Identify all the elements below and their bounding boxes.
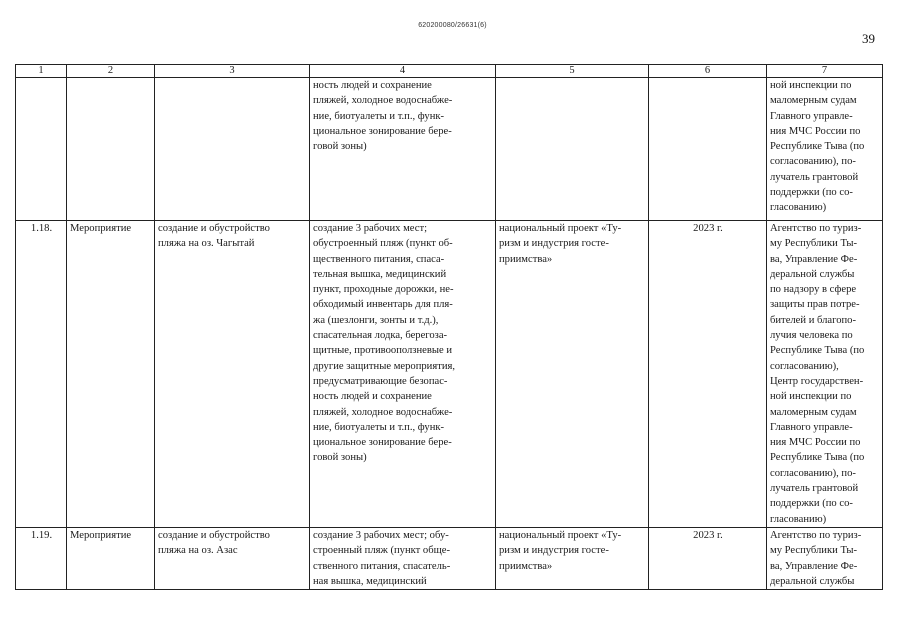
column-number: 5 — [496, 65, 649, 78]
row-year: 2023 г. — [649, 527, 767, 589]
row-source: национальный проект «Ту- ризм и индустрия госте- приимства» — [496, 221, 649, 528]
column-number: 3 — [155, 65, 310, 78]
row-source: национальный проект «Ту- ризм и индустрия госте- приимства» — [496, 527, 649, 589]
row-responsible: ной инспекции по маломерным судам Главного управле- ния МЧС России по Республике Тыва (по согласованию), по- лучатель грантовой поддержки (по со- гласованию) — [767, 78, 883, 221]
row-number: 1.18. — [16, 221, 67, 528]
row-result: ность людей и сохранение пляжей, холодное водоснабже- ние, биотуалеты и т.п., функ- циональное зонирование бере- говой зоны) — [310, 78, 496, 221]
column-number: 6 — [649, 65, 767, 78]
row-source — [496, 78, 649, 221]
column-number: 1 — [16, 65, 67, 78]
row-number — [16, 78, 67, 221]
table-row — [16, 221, 883, 528]
row-name — [155, 78, 310, 221]
row-result: создание 3 рабочих мест; обустроенный пляж (пункт об- щественного питания, спаса- тельная вышка, медицинский пункт, проходные дорожки, не- обходимый инвентарь для пля- жа (шезлонги, зонты и т.д.), спасательная лодка, берегоза- щитные, противооползневые и другие защитные мероприятия, предусматривающие безопас- ность людей и сохранение пляжей, холодное водоснабже- ние, биотуалеты и т.п., функ- циональное зонирование бере- говой зоны) — [310, 221, 496, 528]
row-name: создание и обустройство пляжа на оз. Азас — [155, 527, 310, 589]
page-number: 39 — [862, 31, 875, 46]
row-type — [67, 78, 155, 221]
row-type: Мероприятие — [67, 221, 155, 528]
row-type: Мероприятие — [67, 527, 155, 589]
row-name: создание и обустройство пляжа на оз. Чагытай — [155, 221, 310, 528]
row-result: создание 3 рабочих мест; обу- строенный пляж (пункт обще- ственного питания, спасатель- ная вышка, медицинский — [310, 527, 496, 589]
column-number: 7 — [767, 65, 883, 78]
column-number-row — [16, 65, 883, 78]
table-row — [16, 527, 883, 589]
table-row — [16, 78, 883, 221]
column-number: 4 — [310, 65, 496, 78]
row-year — [649, 78, 767, 221]
row-year: 2023 г. — [649, 221, 767, 528]
measures-table — [15, 64, 883, 590]
row-responsible: Агентство по туриз- му Республики Ты- ва, Управление Фе- деральной службы по надзору в сфере защиты прав потре- бителей и благопо- лучия человека по Республике Тыва (по согласованию), Центр государствен- ной инспекции по маломерным судам Главного управле- ния МЧС России по Республике Тыва (по согласованию), по- лучатель грантовой поддержки (по со- гласованию) — [767, 221, 883, 528]
row-number: 1.19. — [16, 527, 67, 589]
row-responsible: Агентство по туриз- му Республики Ты- ва, Управление Фе- деральной службы — [767, 527, 883, 589]
document-id: 620200080/26631(6) — [418, 22, 487, 29]
column-number: 2 — [67, 65, 155, 78]
